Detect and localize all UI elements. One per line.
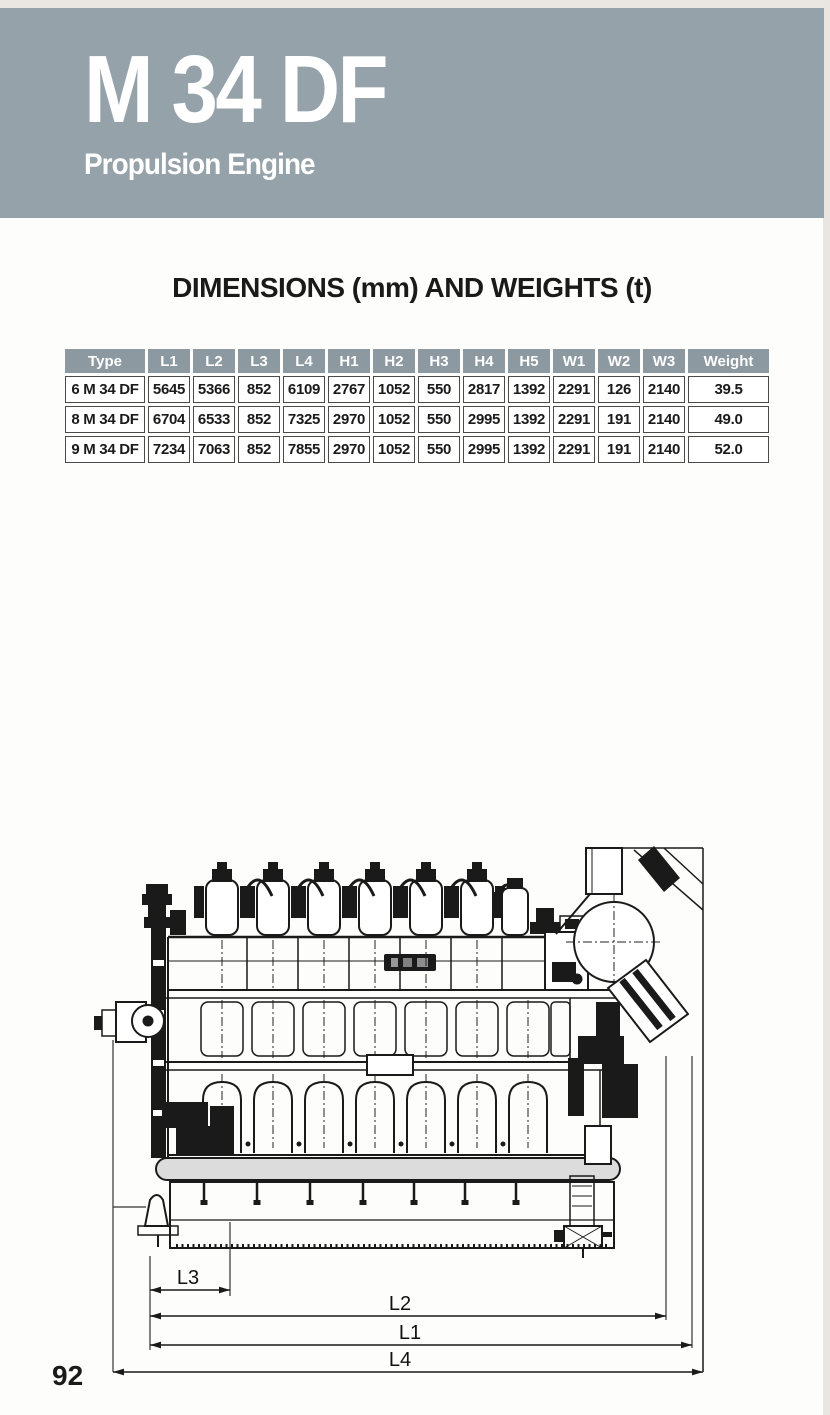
dim-label-l4: L4 (388, 1349, 412, 1371)
dimension-l1 (150, 1322, 692, 1348)
col-header: L1 (148, 349, 190, 373)
table-cell: 2291 (553, 406, 595, 433)
table-cell: 2140 (643, 376, 685, 403)
dim-label-l3: L3 (176, 1267, 200, 1289)
table-cell: 2995 (463, 406, 505, 433)
col-header: H4 (463, 349, 505, 373)
engine-subtitle: Propulsion Engine (84, 148, 315, 181)
table-cell: 852 (238, 406, 280, 433)
col-header: H3 (418, 349, 460, 373)
table-cell: 2817 (463, 376, 505, 403)
col-header: H1 (328, 349, 370, 373)
table-cell: 7325 (283, 406, 325, 433)
crankcase-doors (201, 1002, 570, 1075)
table-cell: 6109 (283, 376, 325, 403)
table-cell: 9 M 34 DF (65, 436, 145, 463)
dim-label-l1: L1 (398, 1322, 422, 1344)
dim-label-l2: L2 (388, 1293, 412, 1315)
table-cell: 1052 (373, 376, 415, 403)
table-cell: 2291 (553, 376, 595, 403)
table-cell: 52.0 (688, 436, 769, 463)
dimension-l4 (113, 1349, 703, 1375)
table-cell: 2767 (328, 376, 370, 403)
base-frame (156, 1158, 620, 1248)
table-cell: 550 (418, 406, 460, 433)
dimension-l3 (150, 1267, 230, 1293)
col-header: W3 (643, 349, 685, 373)
table-cell: 5645 (148, 376, 190, 403)
table-cell: 1392 (508, 376, 550, 403)
table-cell: 2140 (643, 406, 685, 433)
col-header: Weight (688, 349, 769, 373)
engine-title: M 34 DF (84, 36, 386, 143)
col-header: L2 (193, 349, 235, 373)
table-cell: 6 M 34 DF (65, 376, 145, 403)
col-header: L4 (283, 349, 325, 373)
col-header: L3 (238, 349, 280, 373)
table-cell: 1392 (508, 436, 550, 463)
table-cell: 39.5 (688, 376, 769, 403)
col-header: H2 (373, 349, 415, 373)
table-cell: 852 (238, 376, 280, 403)
free-end-gear (94, 884, 234, 1247)
table-cell: 126 (598, 376, 640, 403)
table-cell: 852 (238, 436, 280, 463)
table-cell: 191 (598, 406, 640, 433)
table-cell: 8 M 34 DF (65, 406, 145, 433)
table-cell: 2970 (328, 406, 370, 433)
col-header: W1 (553, 349, 595, 373)
table-cell: 1052 (373, 406, 415, 433)
table-cell: 6704 (148, 406, 190, 433)
table-cell: 1052 (373, 436, 415, 463)
cylinder-covers (170, 862, 560, 935)
table-cell: 2970 (328, 436, 370, 463)
table-cell: 7234 (148, 436, 190, 463)
table-cell: 550 (418, 376, 460, 403)
table-cell: 49.0 (688, 406, 769, 433)
col-header: W2 (598, 349, 640, 373)
table-cell: 6533 (193, 406, 235, 433)
section-title: DIMENSIONS (mm) AND WEIGHTS (t) (172, 272, 652, 303)
col-header: H5 (508, 349, 550, 373)
table-cell: 2995 (463, 436, 505, 463)
table-cell: 2291 (553, 436, 595, 463)
dimension-l2 (150, 1293, 666, 1319)
table-cell: 191 (598, 436, 640, 463)
table-cell: 7855 (283, 436, 325, 463)
table-cell: 5366 (193, 376, 235, 403)
table-cell: 7063 (193, 436, 235, 463)
table-cell: 2140 (643, 436, 685, 463)
table-cell: 1392 (508, 406, 550, 433)
table-cell: 550 (418, 436, 460, 463)
col-header: Type (65, 349, 145, 373)
page-number: 92 (52, 1360, 84, 1391)
